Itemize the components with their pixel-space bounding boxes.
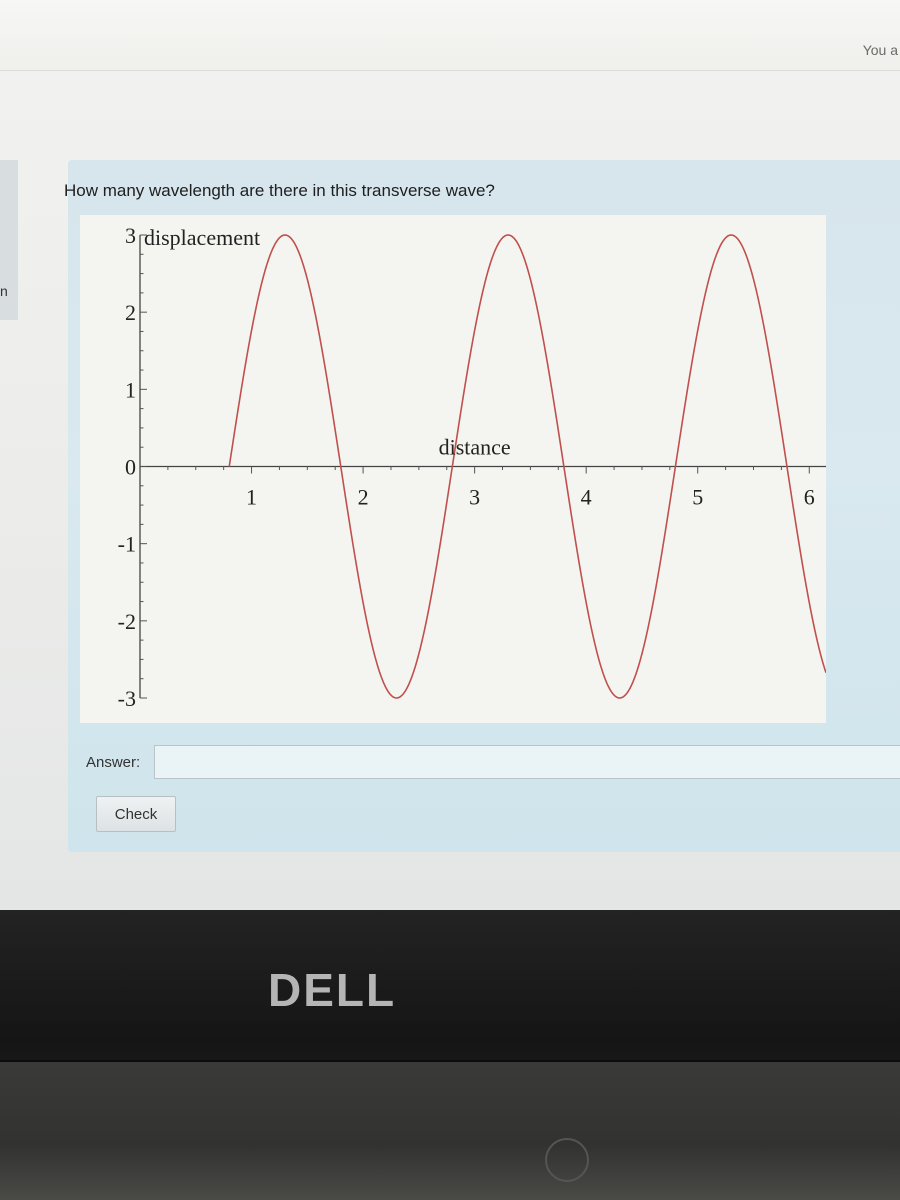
y-tick-label: -3 xyxy=(117,686,136,711)
x-tick-label: 1 xyxy=(246,484,258,510)
laptop-base xyxy=(0,1062,900,1200)
corner-text: You a xyxy=(862,42,898,58)
x-tick-label: 5 xyxy=(692,484,704,510)
x-tick-label: 4 xyxy=(580,484,592,510)
x-tick-label: 6 xyxy=(803,484,815,510)
x-tick-label: 3 xyxy=(469,484,481,510)
y-tick-label: 2 xyxy=(125,300,136,326)
y-axis-label: displacement xyxy=(144,225,261,250)
browser-top-area xyxy=(0,0,900,71)
check-button[interactable]: Check xyxy=(96,796,176,832)
wave-chart xyxy=(80,215,826,723)
y-tick-label: 3 xyxy=(125,223,136,248)
x-tick-label: 2 xyxy=(357,484,369,510)
laptop-brand-logo: DELL xyxy=(268,964,397,1016)
question-text: How many wavelength are there in this transverse wave? xyxy=(64,181,495,200)
x-axis-label: distance xyxy=(438,434,511,460)
answer-label: Answer: xyxy=(86,754,141,771)
y-tick-label: -2 xyxy=(117,608,136,634)
wave-graph xyxy=(80,215,826,723)
y-tick-label: 1 xyxy=(125,377,136,403)
side-panel-text: n xyxy=(0,283,8,299)
chart-background xyxy=(80,215,826,723)
y-tick-label: -1 xyxy=(117,531,136,557)
answer-input[interactable] xyxy=(154,745,900,779)
y-tick-label: 0 xyxy=(125,454,136,480)
power-indicator xyxy=(545,1138,589,1182)
